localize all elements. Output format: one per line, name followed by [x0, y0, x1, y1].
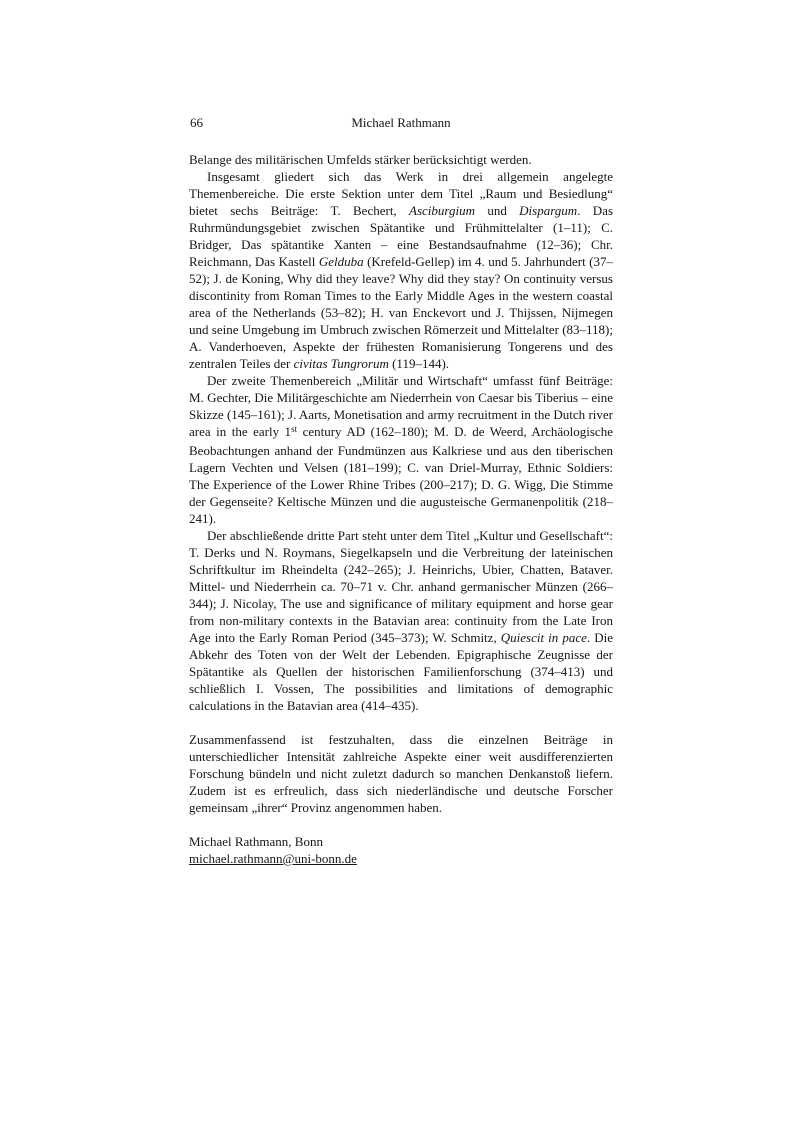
email-link[interactable]: michael.rathmann@uni-bonn.de	[189, 851, 357, 866]
paragraph	[189, 731, 613, 816]
body-text: . Die Abkehr des Toten von der Welt der Lebenden. Epigraphische Zeugnisse der Spätantike als Quellen der historischen Familienforschung (374–413) und schließlich I. Vossen, The possibilities and limitations of demographic calculations in the Batavian area (414–435).	[189, 630, 613, 713]
body-text: (Krefeld-Gellep) im 4. und 5. Jahrhundert (37–52); J. de Koning, Why did they leave? Why did they stay? On continuity versus discontinity from Roman Times to the Early Middle Ages in the western coastal area of the Netherlands (53–82); H. van Enckevort und J. Thijssen, Nijmegen und seine Umgebung im Umbruch zwischen Römerzeit und Mittelalter (83–118); A. Vanderhoeven, Aspekte der frühesten Romanisierung Tongerens und des zentralen Teiles der	[189, 254, 614, 371]
paragraph	[189, 151, 613, 168]
review-body	[189, 151, 613, 816]
body-text: (119–144).	[388, 356, 450, 371]
body-text: century AD (162–180); M. D. de Weerd, Archäologische Beobachtungen anhand der Fundmünzen aus Kalkriese und aus den tiberischen Lagern Vechten und Velsen (181–199); C. van Driel-Murray, Ethnic Soldiers: The Experience of the Lower Rhine Tribes (200–217); D. G. Wigg, Die Stimme der Gegenseite? Keltische Münzen und die augusteische Germanenpolitik (218–241).	[189, 424, 613, 526]
paragraph	[189, 372, 613, 527]
body-text: Zusammenfassend ist festzuhalten, dass die einzelnen Beiträge in unterschiedlicher Intensität zahlreiche Aspekte einer weit ausdifferenzierten Forschung bündeln und nicht zuletzt dadurch so manchen Denkanstoß liefern. Zudem ist es erfreulich, dass sich niederländische und deutsche Forscher gemeinsam „ihrer“ Provinz angenommen haben.	[189, 732, 613, 815]
italic-text: Asciburgium	[409, 203, 475, 218]
italic-text: civitas Tungrorum	[293, 356, 389, 371]
body-text: Der zweite Themenbereich „Militär und Wirtschaft“ umfasst fünf Beiträge: M. Gechter, Die Militärgeschichte am Niederrhein von Caesar bis Tiberius – eine Skizze (145–161); J. Aarts, Monetisation and army recruitment in the Dutch river area in the early 1	[189, 373, 613, 439]
text-block	[189, 114, 613, 867]
body-text: Belange des militärischen Umfelds stärker berücksichtigt werden.	[189, 152, 532, 167]
signature-block	[189, 833, 613, 867]
body-text: Insgesamt gliedert sich das Werk in drei allgemein angelegte Themenbereiche. Die erste Sektion unter dem Titel „Raum und Besiedlung“ bietet sechs Beiträge: T. Bechert,	[189, 169, 613, 218]
email-line	[189, 850, 613, 867]
body-text: . Das Ruhrmündungsgebiet zwischen Spätantike und Frühmittelalter (1–11); C. Bridger, Das spätantike Xanten – eine Bestandsaufnahme (12–36); Chr. Reichmann, Das Kastell	[189, 203, 614, 269]
running-head: Michael Rathmann	[351, 115, 451, 130]
page-header	[189, 114, 613, 131]
italic-text: Dispargum	[519, 203, 578, 218]
paragraph	[189, 527, 613, 714]
body-text: und	[475, 203, 520, 218]
page-number: 66	[190, 115, 203, 130]
body-text: Der abschließende dritte Part steht unter dem Titel „Kultur und Gesellschaft“: T. Derks und N. Roymans, Siegelkapseln und die Verbreitung der lateinischen Schriftkultur im Rheindelta (242–265); J. Heinrichs, Ubier, Chatten, Bataver. Mittel- und Niederrhein ca. 70–71 v. Chr. anhand germanischer Münzen (266–344); J. Nicolay, The use and significance of military equipment and horse gear from non-military contexts in the Batavian area: continuity from the Late Iron Age into the Early Roman Period (345–373); W. Schmitz,	[189, 528, 613, 645]
signature-name: Michael Rathmann, Bonn	[189, 834, 323, 849]
superscript-text: st	[291, 424, 298, 434]
paragraph	[189, 168, 613, 372]
italic-text: Quiescit in pace	[500, 630, 587, 645]
italic-text: Gelduba	[318, 254, 364, 269]
